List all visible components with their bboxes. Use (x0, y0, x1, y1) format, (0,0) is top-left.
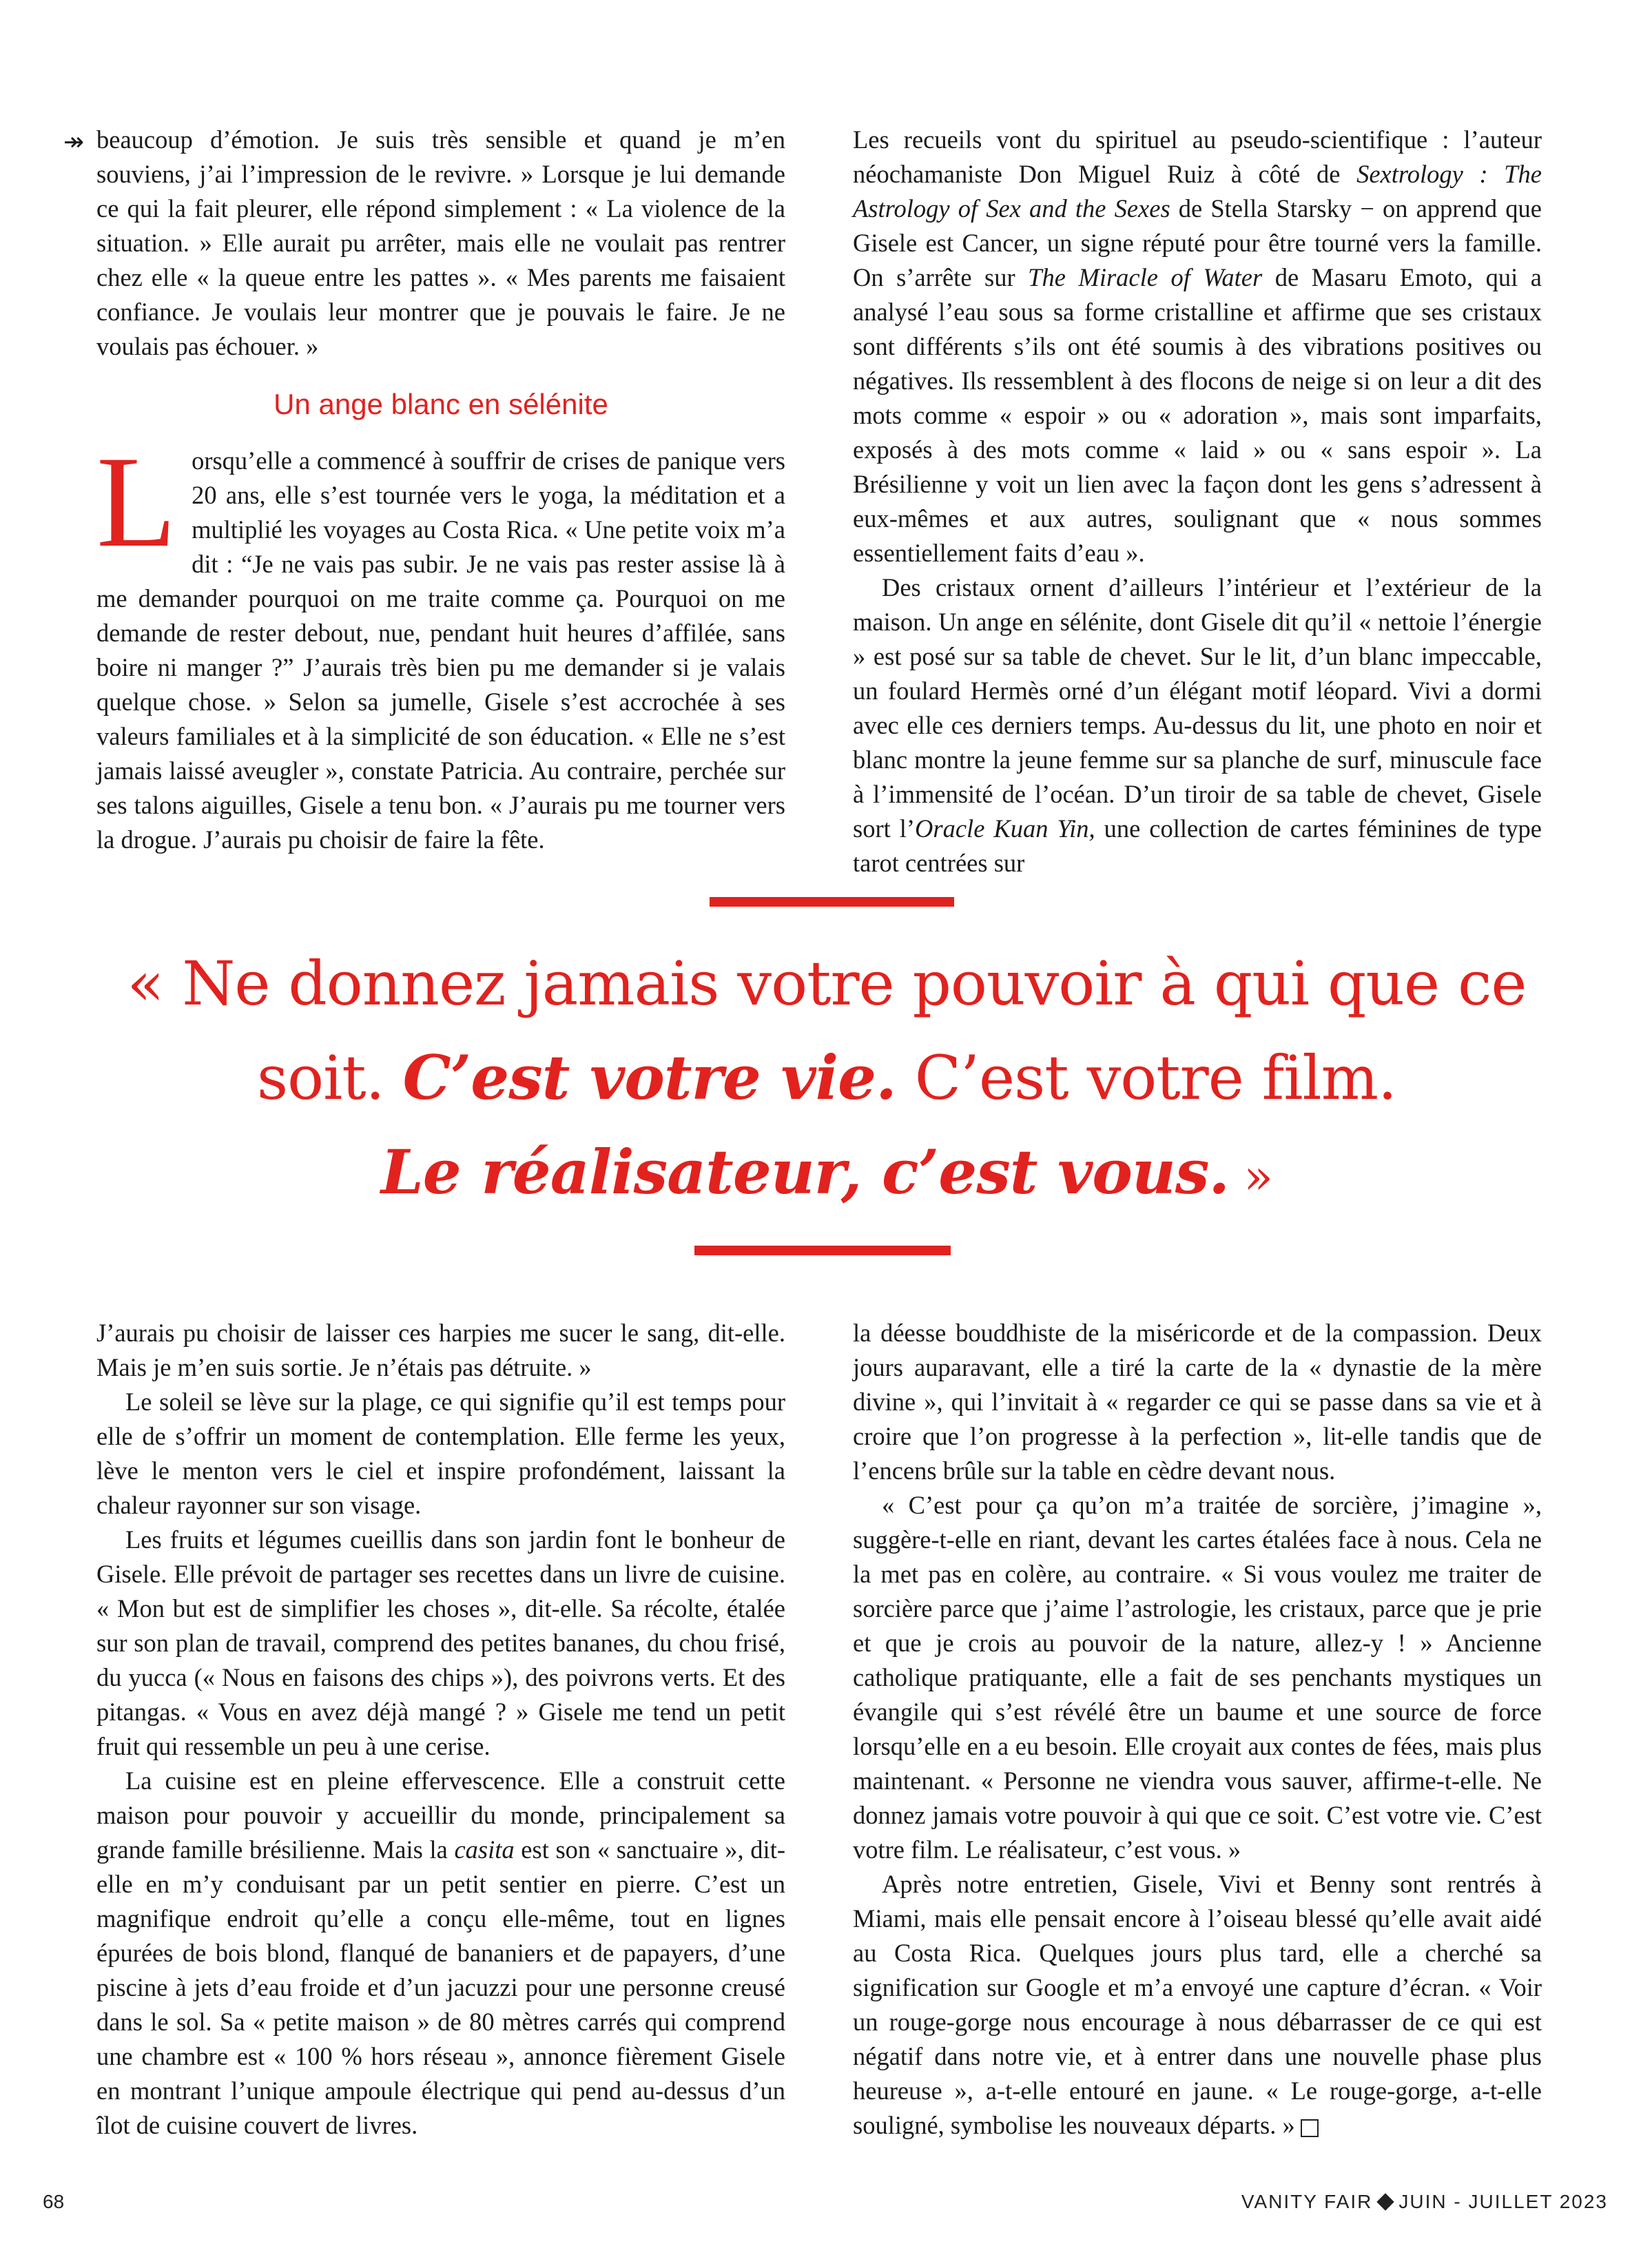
section-subhead: Un ange blanc en sélénite (273, 388, 608, 420)
paragraph: J’aurais pu choisir de laisser ces harpies me sucer le sang, dit-elle. Mais je m’en suis sortie. Je n’étais pas détruite. » (96, 1319, 785, 1381)
end-square-icon (1301, 2119, 1319, 2137)
diamond-icon (1377, 2193, 1394, 2210)
paragraph (96, 1764, 785, 2143)
pullquote-text: C’est votre film. (896, 1042, 1397, 1113)
text-run: Les recueils vont du spirituel au pseudo-scientifique : l’auteur néochamaniste Don Miguel Ruiz à côté de (853, 125, 1542, 188)
column-top-right (853, 123, 1542, 880)
paragraph (853, 123, 1542, 570)
pullquote-text: « Ne donnez jamais votre pouvoir à qui que ce soit. (127, 948, 1527, 1113)
text-run: une collection de cartes féminines de type tarot centrées sur (853, 814, 1542, 877)
book-title: Sextrology : The Astrology of Sex and the Sexes (853, 160, 1542, 223)
pullquote-rule-top (710, 897, 954, 907)
column-bottom-right (853, 1316, 1542, 2143)
text-run: de Stella Starsky − on apprend que Gisele est Cancer, un signe réputé pour être tourné vers la famille. On s’arrête sur (853, 194, 1542, 291)
pullquote-emphasis: C’est votre vie. (402, 1042, 896, 1113)
book-title: The Miracle of Water (1028, 263, 1263, 291)
magazine-footer (1241, 2191, 1608, 2213)
paragraph: Le soleil se lève sur la plage, ce qui signifie qu’il est temps pour elle de s’offrir un moment de contemplation. Elle ferme les yeux, lève le menton vers le ciel et inspire profondément, laissant la chaleur rayonner sur son visage. (96, 1388, 785, 1519)
continuation-arrow-icon: ↠ (63, 128, 85, 156)
paragraph: la déesse bouddhiste de la miséricorde et de la compassion. Deux jours auparavant, elle a tiré la carte de la « dynastie de la mère divine », qui l’invitait à « regarder ce qui se passe dans sa vie et à croire que l’on progresse à la perfection », lit-elle tandis que de l’encens brûle sur la table en cèdre devant nous. (853, 1319, 1542, 1485)
drop-cap: L (96, 430, 177, 575)
paragraph: « C’est pour ça qu’on m’a traitée de sorcière, j’imagine », suggère-t-elle en riant, devant les cartes étalées face à nous. Cela ne la met pas en colère, au contraire. « Si vous voulez me traiter de sorcière parce que j’aime l’astrologie, les cristaux, parce que je prie et que je crois au pouvoir de la nature, allez-y ! » Ancienne catholique pratiquante, elle a fait de ses penchants mystiques un évangile qui s’est révélé être un baume et une source de force lorsqu’elle en a eu besoin. Elle croyait aux contes de fées, mais plus maintenant. « Personne ne viendra vous sauver, affirme-t-elle. Ne donnez jamais votre pouvoir à qui que ce soit. C’est votre vie. C’est votre film. Le réalisateur, c’est vous. » (853, 1491, 1542, 1864)
page-number: 68 (43, 2191, 65, 2212)
paragraph-dropcap (96, 430, 785, 857)
text-run: La cuisine est en pleine effervescence. Elle a construit cette maison pour pouvoir y accueillir du monde, principalement sa grande famille brésilienne. Mais la (96, 1766, 785, 1864)
paragraph (853, 570, 1542, 880)
pullquote-rule-bottom (694, 1246, 951, 1255)
column-bottom-left (96, 1316, 785, 2143)
pullquote-close-quote: » (1229, 1148, 1273, 1205)
pull-quote (103, 937, 1550, 1224)
paragraph: beaucoup d’émotion. Je suis très sensible et quand je m’en souviens, j’ai l’impression de le revivre. » Lorsque je lui demande ce qui la fait pleurer, elle répond simplement : « La violence de la situation. » Elle aurait pu arrêter, mais elle ne voulait pas rentrer chez elle « la queue entre les pattes ». « Mes parents me faisaient confiance. Je voulais leur montrer que je pouvais le faire. Je ne voulais pas échouer. » (96, 125, 785, 360)
text-run: Des cristaux ornent d’ailleurs l’intérieur et l’extérieur de la maison. Un ange en sélénite, dont Gisele dit qu’il « nettoie l’énergie » est posé sur sa table de chevet. Sur le lit, d’un blanc impeccable, un foulard Hermès orné d’un élégant motif léopard. Vivi a dormi avec elle ces derniers temps. Au-dessus du lit, une photo en noir et blanc montre la jeune femme sur sa planche de surf, minuscule face à l’immensité de l’océan. D’un tiroir de sa table de chevet, Gisele sort l’ (853, 573, 1542, 843)
issue-date: JUIN - JUILLET 2023 (1398, 2191, 1608, 2212)
book-title: Oracle Kuan Yin, (915, 814, 1095, 843)
magazine-name: VANITY FAIR (1241, 2191, 1373, 2212)
paragraph (853, 1867, 1542, 2143)
italic-word: casita (454, 1835, 515, 1864)
paragraph: Les fruits et légumes cueillis dans son jardin font le bonheur de Gisele. Elle prévoit de partager ses recettes dans un livre de cuisine. « Mon but est de simplifier les choses », dit-elle. Sa récolte, étalée sur son plan de travail, comprend des petites bananes, du chou frisé, du yucca (« Nous en faisons des chips »), des poivrons verts. Et des pitangas. « Vous en avez déjà mangé ? » Gisele me tend un petit fruit qui ressemble un peu à une cerise. (96, 1525, 785, 1760)
text-run: de Masaru Emoto, qui a analysé l’eau sous sa forme cristalline et affirme que ses cristaux sont différents s’ils ont été soumis à des vibrations positives ou négatives. Ils ressemblent à des flocons de neige si on leur a dit des mots comme « espoir » ou « adoration », mais sont imparfaits, exposés à des mots comme « laid » ou « sans espoir ». La Brésilienne y voit un lien avec la façon dont les gens s’adressent à eux-mêmes et aux autres, soulignant que « nous sommes essentiellement faits d’eau ». (853, 263, 1542, 567)
text-run: est son « sanctuaire », dit-elle en m’y conduisant par un petit sentier en pierre. C’est un magnifique endroit qu’elle a conçu elle-même, tout en lignes épurées de bois blond, flanqué de bananiers et de papayers, d’une piscine à jets d’eau froide et d’un jacuzzi pour une personne creusé dans le sol. Sa « petite maison » de 80 mètres carrés qui comprend une chambre est « 100 % hors réseau », annonce fièrement Gisele en montrant l’unique ampoule électrique qui pend au-dessus d’un îlot de cuisine couvert de livres. (96, 1835, 785, 2139)
column-top-left (96, 123, 785, 857)
paragraph-text: orsqu’elle a commencé à souffrir de crises de panique vers 20 ans, elle s’est tournée vers le yoga, la méditation et a multiplié les voyages au Costa Rica. « Une petite voix m’a dit : “Je ne vais pas subir. Je ne vais pas rester assise là à me demander pourquoi on me traite comme ça. Pourquoi on me demande de rester debout, nue, pendant huit heures d’affilée, sans boire ni manger ?” J’aurais très bien pu me demander si je valais quelque chose. » Selon sa jumelle, Gisele s’est accrochée à ses valeurs familiales et à la simplicité de son éducation. « Elle ne s’est jamais laissé aveugler », constate Patricia. Au contraire, perchée sur ses talons aiguilles, Gisele a tenu bon. « J’aurais pu me tourner vers la drogue. J’aurais pu choisir de faire la fête. (96, 446, 785, 854)
pullquote-emphasis: Le réalisateur, c’est vous. (380, 1136, 1230, 1208)
text-run: Après notre entretien, Gisele, Vivi et Benny sont rentrés à Miami, mais elle pensait encore à l’oiseau blessé qu’elle avait aidé au Costa Rica. Quelques jours plus tard, elle a cherché sa signification sur Google et m’a envoyé une capture d’écran. « Voir un rouge-gorge nous encourage à nous débarrasser de ce qui est négatif dans notre vie, et à entrer dans une nouvelle phase plus heureuse », a-t-elle entouré en jaune. « Le rouge-gorge, a-t-elle souligné, symbolise les nouveaux départs. » (853, 1870, 1542, 2139)
